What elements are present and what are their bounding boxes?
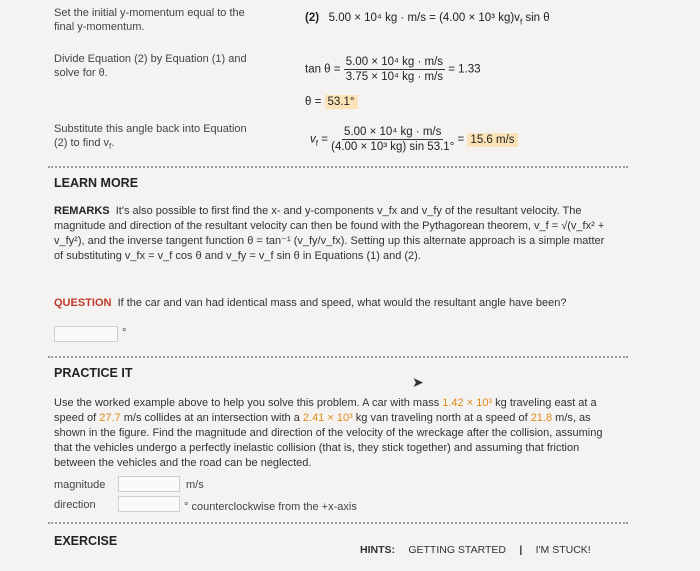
learn-more-heading: LEARN MORE [54,176,139,190]
magnitude-input[interactable] [118,476,180,492]
practice-heading: PRACTICE IT [54,366,133,380]
magnitude-unit: m/s [186,479,204,491]
step1-equation [305,12,550,26]
mouse-cursor-icon: ➤ [412,374,424,390]
car-mass-value: 1.42 × 10³ [442,397,493,409]
remarks-paragraph [54,204,616,264]
step3-numerator: 5.00 × 10⁴ kg · m/s [344,126,442,138]
hints-separator: | [519,544,523,556]
divider [48,166,628,168]
question-answer-input[interactable] [54,326,118,342]
question-text: If the car and van had identical mass and speed, what would the resultant angle have been? [117,297,567,309]
direction-label: direction [54,499,96,511]
practice-problem-text [54,396,614,471]
direction-unit: ° counterclockwise from the +x-axis [184,501,357,513]
divider [48,356,628,358]
practice-text-2: kg traveling east at a speed of [54,397,597,424]
theta-result [305,96,358,108]
step1-eq-tail: sin θ [522,12,550,24]
question-paragraph [54,296,614,311]
question-unit: ° [122,327,127,339]
vf-value: 15.6 m/s [467,133,517,147]
step2-denominator: 3.75 × 10⁴ kg · m/s [345,71,444,83]
car-speed-value: 27.7 [99,412,121,424]
van-speed-value: 21.8 [530,412,553,424]
step3-instruction: Substitute this angle back into Equation (2) to find $v_f$. [54,123,247,152]
exercise-heading: EXERCISE [54,534,118,548]
hints-label: HINTS: [360,544,395,556]
tan-label: tan θ = [305,63,341,76]
equation-number: (2) [305,12,320,24]
question-label: QUESTION [54,297,112,309]
step3-fraction [331,126,454,153]
step3-instruction-sub: f [109,142,112,152]
step2-numerator: 5.00 × 10⁴ kg · m/s [345,56,444,68]
van-mass-value: 2.41 × 10³ [302,412,353,424]
getting-started-link[interactable]: GETTING STARTED [408,544,506,556]
step3-instruction-text: Substitute this angle back into Equation (2) to find v [54,123,247,149]
vf-symbol: v [310,133,316,146]
theta-label: θ = [305,96,322,108]
step2-result: = 1.33 [448,63,481,76]
step2-fraction [344,56,445,83]
practice-text-5: m/s, as shown in the figure. Find the magnitude and direction of the velocity of the wreckage after the collision, assuming that the vehicles undergo a perfectly inelastic collision (that is, they stick together) and assuming that friction between the vehicles and the road can be neglected. [54,412,603,469]
remarks-label: REMARKS [54,205,110,217]
step3-equation [310,126,518,153]
step1-eq-text: 5.00 × 10⁴ kg · m/s = (4.00 × 10³ kg)v [328,12,520,24]
hints-bar [360,540,591,558]
practice-text-4: kg van traveling north at a speed of [352,412,531,424]
step3-denominator: (4.00 × 10³ kg) sin 53.1° [331,141,455,153]
divider [48,522,628,524]
theta-value: 53.1° [325,95,358,109]
step3-lhs-eq: = [321,133,328,146]
im-stuck-link[interactable]: I'M STUCK! [535,544,591,556]
magnitude-label: magnitude [54,479,106,491]
remarks-text: It's also possible to first find the x- and y-components v_fx and v_fy of the resultant velocity. The magnitude and direction of the resultant velocity can then be found with the Pythagorean theorem, v_f = √(v_fx² + v_fy²), and the inverse tangent function θ = tan⁻¹ (v_fy/v_fx). Setting up this alternate approach is a simple matter of substituting v_fx = v_f cos θ and v_fy = v_f sin θ in Equations (1) and (2). [54,205,605,262]
step1-eq-sub: f [519,17,523,27]
vf-sub: f [315,138,318,148]
step2-instruction: Divide Equation (2) by Equation (1) and solve for θ. [54,53,247,79]
direction-input[interactable] [118,496,180,512]
step3-equals: = [457,133,465,146]
practice-text-1: Use the worked example above to help you solve this problem. A car with mass [54,397,443,409]
practice-text-3: m/s collides at an intersection with a [120,412,303,424]
step2-equation [305,56,481,83]
step1-instruction: Set the initial y-momentum equal to the final y-momentum. [54,7,245,33]
